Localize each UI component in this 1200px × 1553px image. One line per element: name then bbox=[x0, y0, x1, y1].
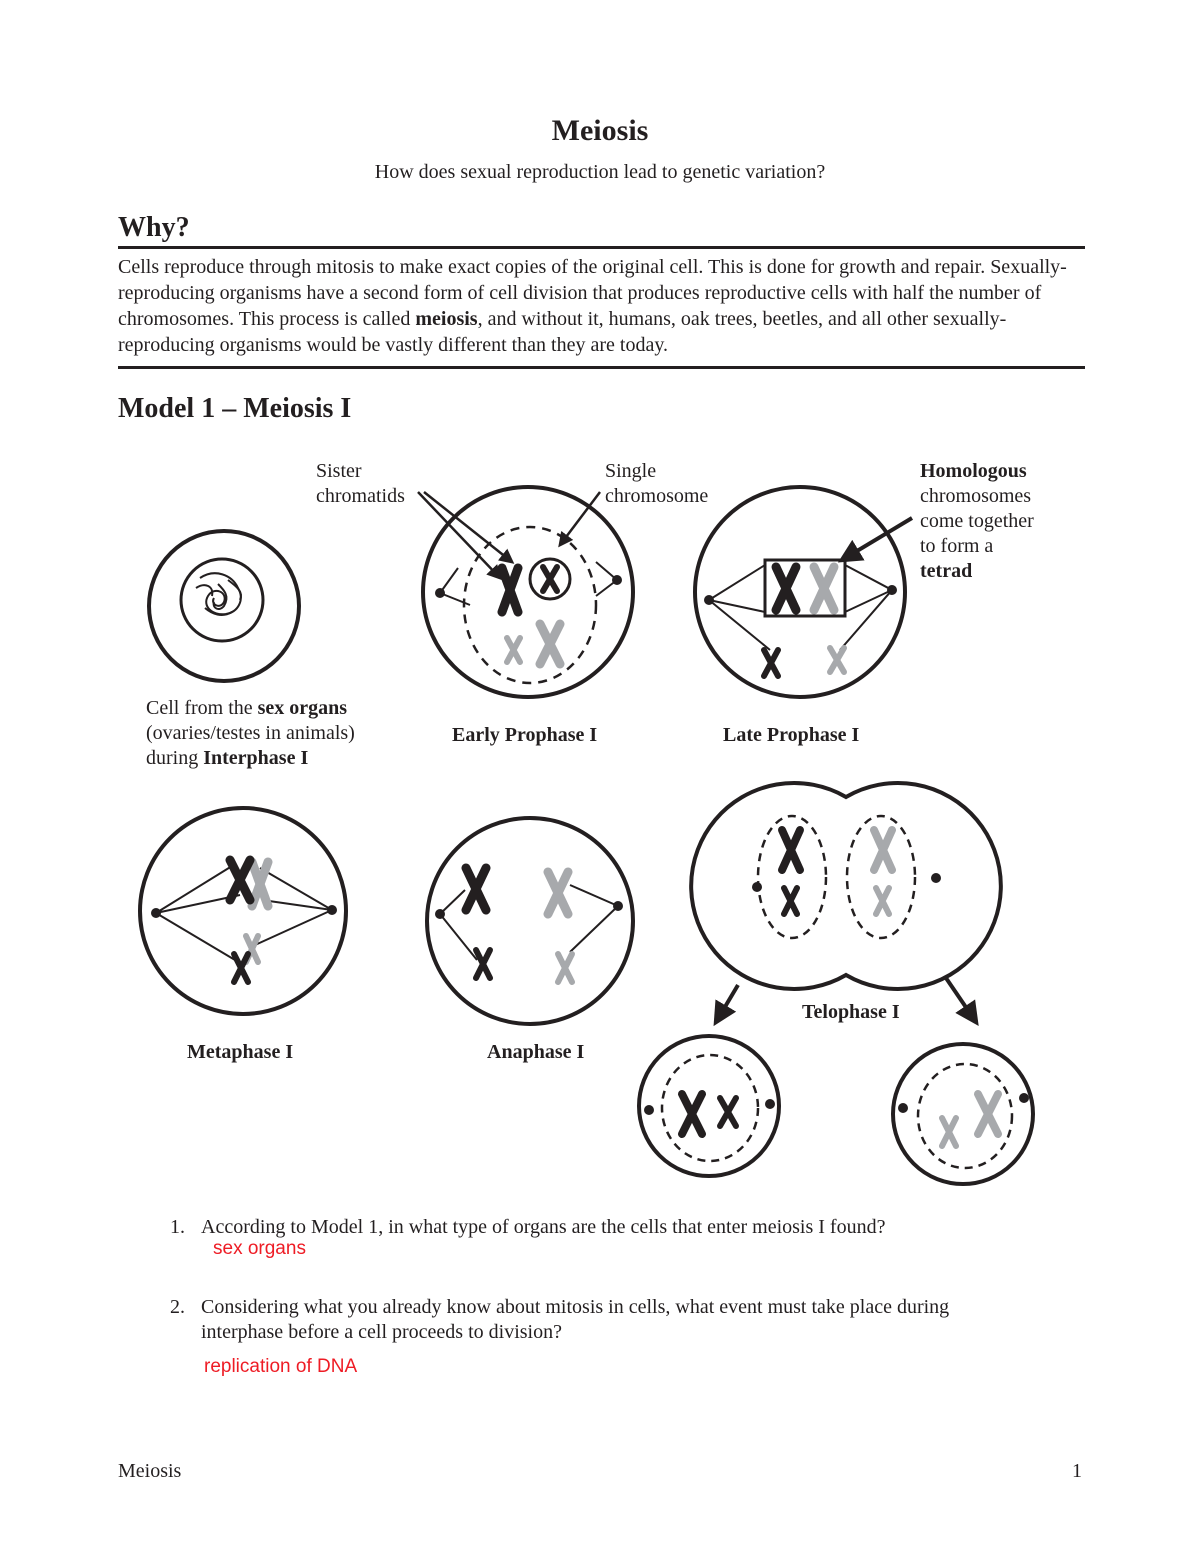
homologous-label-line3: come together bbox=[920, 510, 1034, 532]
chromatin-tangle bbox=[196, 573, 241, 615]
model-heading: Model 1 – Meiosis I bbox=[118, 393, 352, 424]
late-prophase-cell bbox=[695, 487, 905, 697]
stage-label-late-prophase: Late Prophase I bbox=[723, 724, 860, 746]
caption-text: during bbox=[146, 747, 204, 769]
single-chromosome-label bbox=[605, 459, 708, 509]
page-title: Meiosis bbox=[551, 114, 649, 147]
stage-label-early-prophase: Early Prophase I bbox=[452, 724, 598, 746]
daughter-cell-right bbox=[893, 1044, 1033, 1184]
caption-interphase: Interphase I bbox=[203, 747, 309, 769]
homologous-label-line2: chromosomes bbox=[920, 485, 1032, 507]
telophase-cell bbox=[691, 783, 1001, 989]
question-2-number: 2. bbox=[170, 1296, 185, 1318]
anaphase-cell bbox=[427, 818, 633, 1024]
sister-label-line1: Sister bbox=[316, 460, 362, 482]
sister-chromatids-label bbox=[316, 459, 405, 509]
metaphase-cell bbox=[140, 808, 346, 1014]
question-1-answer[interactable]: sex organs bbox=[213, 1238, 306, 1259]
interphase-caption-line3 bbox=[146, 746, 355, 771]
why-heading: Why? bbox=[118, 212, 190, 243]
footer-title: Meiosis bbox=[118, 1460, 182, 1482]
question-1-number: 1. bbox=[170, 1216, 185, 1238]
question-2-answer[interactable]: replication of DNA bbox=[204, 1356, 358, 1377]
page-subtitle: How does sexual reproduction lead to genetic variation? bbox=[374, 161, 826, 183]
single-label-line2: chromosome bbox=[605, 485, 709, 507]
single-label-line1: Single bbox=[605, 460, 657, 482]
homologous-label-line1: Homologous bbox=[920, 460, 1027, 482]
page-number: 1 bbox=[1072, 1460, 1082, 1482]
why-text-part2: , and without it, humans, oak trees, beetles, and all other sexually-reproducing organisms would be vastly different than they are today. bbox=[118, 308, 1007, 356]
caption-sex-organs: sex organs bbox=[257, 697, 348, 719]
interphase-caption-line2: (ovaries/testes in animals) bbox=[146, 722, 355, 744]
interphase-cell bbox=[149, 531, 299, 681]
stage-label-telophase: Telophase I bbox=[802, 1001, 900, 1023]
early-prophase-cell bbox=[423, 487, 633, 697]
caption-text: Cell from the bbox=[146, 697, 258, 719]
tetrad-label: tetrad bbox=[920, 560, 973, 582]
stage-label-anaphase: Anaphase I bbox=[487, 1041, 585, 1063]
sister-label-line2: chromatids bbox=[316, 485, 405, 507]
question-2-text-line2: interphase before a cell proceeds to division? bbox=[201, 1321, 562, 1343]
homologous-label-line4: to form a bbox=[920, 535, 994, 557]
question-2-text-line1: Considering what you already know about mitosis in cells, what event must take place during bbox=[201, 1296, 950, 1318]
interphase-caption bbox=[146, 696, 355, 771]
why-text-part1: Cells reproduce through mitosis to make exact copies of the original cell. This is done for growth and repair. Sexually-reproducing organisms have a second form of cell division that produces reproductive cells with half the number of chromosomes. This process is called bbox=[118, 256, 1067, 330]
interphase-caption-line1 bbox=[146, 696, 355, 721]
question-1-text: According to Model 1, in what type of organs are the cells that enter meiosis I found? bbox=[201, 1216, 886, 1238]
why-term-meiosis: meiosis bbox=[415, 308, 478, 330]
daughter-cell-left bbox=[639, 1036, 779, 1176]
stage-label-metaphase: Metaphase I bbox=[187, 1041, 294, 1063]
homologous-label bbox=[920, 459, 1034, 584]
